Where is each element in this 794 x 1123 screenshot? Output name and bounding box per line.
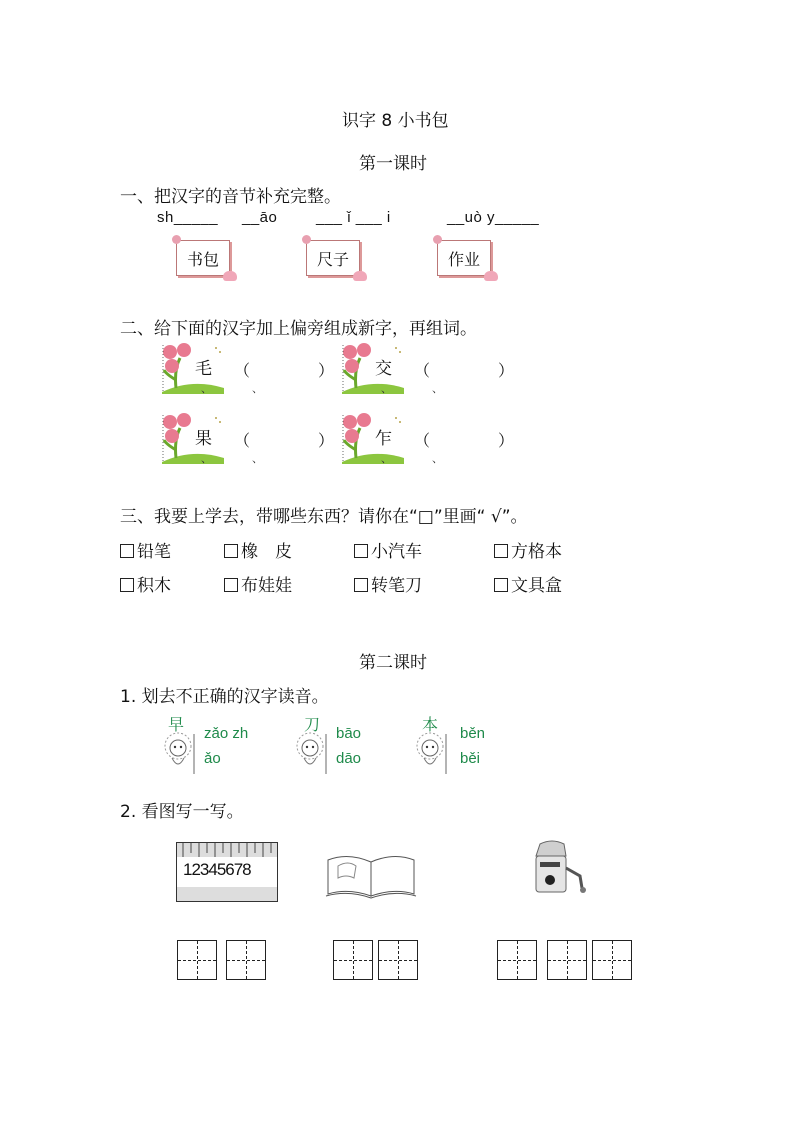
reading-char: 本 xyxy=(422,715,439,734)
pin-icon xyxy=(302,235,311,244)
pinyin-blank-2[interactable]: __āo xyxy=(242,209,278,226)
writing-grid[interactable] xyxy=(378,940,418,980)
book-image xyxy=(324,850,418,900)
sharpener-image xyxy=(526,834,594,902)
paren-close: ） xyxy=(498,361,515,380)
paren-open: （ xyxy=(234,431,251,450)
checkbox[interactable] xyxy=(224,578,238,592)
reading-line-1[interactable]: zǎo zh xyxy=(204,725,249,742)
writing-grid[interactable] xyxy=(333,940,373,980)
writing-grid[interactable] xyxy=(497,940,537,980)
q1-prompt: 一、把汉字的音节补充完整。 xyxy=(120,187,341,207)
option-label: 文具盒 xyxy=(511,576,562,596)
l2-q2-prompt: 2. 看图写一写。 xyxy=(120,802,244,822)
flower-icon xyxy=(340,410,404,464)
reading-char: 刀 xyxy=(304,715,321,734)
option-label: 布娃娃 xyxy=(241,576,292,596)
card-label: 书包 xyxy=(186,249,219,269)
writing-grid[interactable] xyxy=(592,940,632,980)
reading-item-ben xyxy=(412,712,522,776)
option-zhuanbidao[interactable] xyxy=(354,571,422,596)
heart-icon xyxy=(484,271,498,281)
q3-prompt: 三、我要上学去，带哪些东西？请你在“□”里画“ √”。 xyxy=(120,507,528,527)
base-char: 乍 xyxy=(374,424,393,449)
comma-mark: 、 xyxy=(252,452,263,465)
checkbox[interactable] xyxy=(120,544,134,558)
option-label: 小汽车 xyxy=(371,542,422,562)
checkbox[interactable] xyxy=(354,578,368,592)
flower-card-zha xyxy=(340,410,404,464)
ruler-digits: 12345678 xyxy=(183,860,251,879)
l2-q1-prompt: 1. 划去不正确的汉字读音。 xyxy=(120,687,329,707)
checkbox[interactable] xyxy=(494,544,508,558)
paren-open: （ xyxy=(414,361,431,380)
option-label: 方格本 xyxy=(511,542,562,562)
flower-card-jiao xyxy=(340,340,404,394)
comma-mark: 、 xyxy=(252,382,263,395)
option-buwawa[interactable] xyxy=(224,571,292,596)
word-card-zuoye xyxy=(437,240,491,276)
flower-girl-icon xyxy=(292,730,332,776)
comma-mark: 、 xyxy=(201,452,212,465)
option-xiaoqiche[interactable] xyxy=(354,537,422,562)
word-card-chizi xyxy=(306,240,360,276)
reading-line-1[interactable]: běn xyxy=(460,725,486,742)
option-qianbi[interactable] xyxy=(120,537,171,562)
checkbox[interactable] xyxy=(354,544,368,558)
option-label: 铅笔 xyxy=(137,542,171,562)
base-char: 果 xyxy=(194,424,213,449)
comma-mark: 、 xyxy=(201,382,212,395)
base-char: 交 xyxy=(374,354,393,379)
card-label: 作业 xyxy=(447,249,480,269)
comma-mark: 、 xyxy=(432,382,443,395)
writing-grid[interactable] xyxy=(547,940,587,980)
heart-icon xyxy=(223,271,237,281)
reading-line-1[interactable]: bāo xyxy=(336,725,362,742)
flower-girl-icon xyxy=(160,730,200,776)
ruler-image xyxy=(176,842,278,902)
option-wenjuhe[interactable] xyxy=(494,571,562,596)
option-label: 橡 皮 xyxy=(241,542,292,562)
base-char: 毛 xyxy=(194,354,213,379)
card-label: 尺子 xyxy=(316,249,349,269)
heart-icon xyxy=(353,271,367,281)
lesson2-heading: 第二课时 xyxy=(359,653,427,673)
option-label: 积木 xyxy=(137,576,171,596)
reading-item-zao xyxy=(160,712,270,776)
checkbox[interactable] xyxy=(224,544,238,558)
word-card-shubao xyxy=(176,240,230,276)
paren-close: ） xyxy=(318,361,335,380)
comma-mark: 、 xyxy=(432,452,443,465)
open-book-icon xyxy=(324,850,418,900)
writing-grid[interactable] xyxy=(177,940,217,980)
comma-mark: 、 xyxy=(381,382,392,395)
pinyin-blank-1[interactable]: sh_____ xyxy=(157,209,219,226)
option-jimu[interactable] xyxy=(120,571,171,596)
flower-girl-icon xyxy=(412,730,452,776)
option-xiangpi[interactable] xyxy=(224,537,292,562)
reading-line-2[interactable]: dāo xyxy=(336,750,362,767)
pin-icon xyxy=(172,235,181,244)
flower-icon xyxy=(340,340,404,394)
flower-icon xyxy=(160,340,224,394)
reading-line-2[interactable]: ǎo xyxy=(204,750,221,767)
paren-close: ） xyxy=(498,431,515,450)
flower-card-mao xyxy=(160,340,224,394)
paren-open: （ xyxy=(414,431,431,450)
q2-prompt: 二、给下面的汉字加上偏旁组成新字，再组词。 xyxy=(120,319,477,339)
reading-char: 早 xyxy=(168,715,185,734)
flower-icon xyxy=(160,410,224,464)
paren-open: （ xyxy=(234,361,251,380)
reading-item-dao xyxy=(292,712,402,776)
pinyin-blank-3[interactable]: ___ ǐ ___ i xyxy=(316,209,391,226)
checkbox[interactable] xyxy=(120,578,134,592)
lesson1-heading: 第一课时 xyxy=(359,154,427,174)
paren-close: ） xyxy=(318,431,335,450)
checkbox[interactable] xyxy=(494,578,508,592)
option-label: 转笔刀 xyxy=(371,576,422,596)
comma-mark: 、 xyxy=(381,452,392,465)
option-fanggeben[interactable] xyxy=(494,537,562,562)
page-title: 识字 8 小书包 xyxy=(342,111,449,131)
writing-grid[interactable] xyxy=(226,940,266,980)
pin-icon xyxy=(433,235,442,244)
pinyin-blank-4[interactable]: __uò y_____ xyxy=(447,209,540,226)
flower-card-guo xyxy=(160,410,224,464)
pencil-sharpener-icon xyxy=(526,834,594,902)
reading-line-2[interactable]: běi xyxy=(460,750,481,767)
